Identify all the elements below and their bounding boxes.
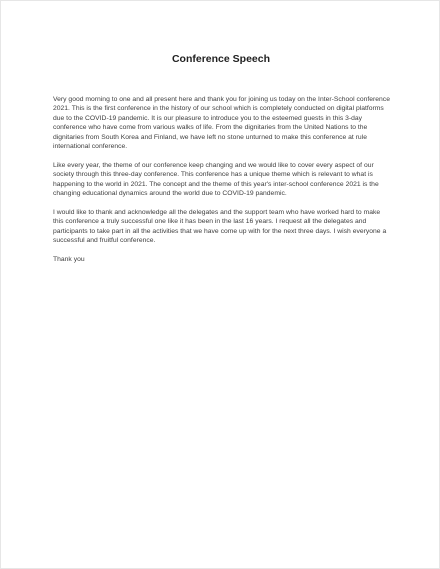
document-body (53, 95, 391, 274)
paragraph-closing: Thank you (53, 256, 85, 264)
paragraph-theme: Like every year, the theme of our conference keep changing and we would like to cover every aspect of our society through this three-day conference. This conference has a unique theme which is relevant to what is happening to the world in 2021. The concept and the theme of this year's inter-school conference 2021 is the changing educational dynamics around the world due to COVID-19 pandemic. (53, 161, 379, 198)
document-title: Conference Speech (171, 53, 271, 65)
paragraph-acknowledgement: I would like to thank and acknowledge all the delegates and the support team who have worked hard to make this conference a truly successful one like it has been in the last 16 years. I request all the delegates and participants to take part in all the activities that we have come up with for the next three days. I wish everyone a successful and fruitful conference. (53, 209, 387, 245)
paragraph-welcome: Very good morning to one and all present here and thank you for joining us today on the Inter-School conference 2021. This is the first conference in the history of our school which is completely conducted on digital platforms due to the COVID-19 pandemic. It is our pleasure to introduce you to the esteemed guests in this 3-day conference who have come from various walks of life. From the dignitaries from the United Nations to the dignitaries from South Korea and Finland, we have left no stone unturned to make this conference at rule international conference. (53, 96, 390, 151)
